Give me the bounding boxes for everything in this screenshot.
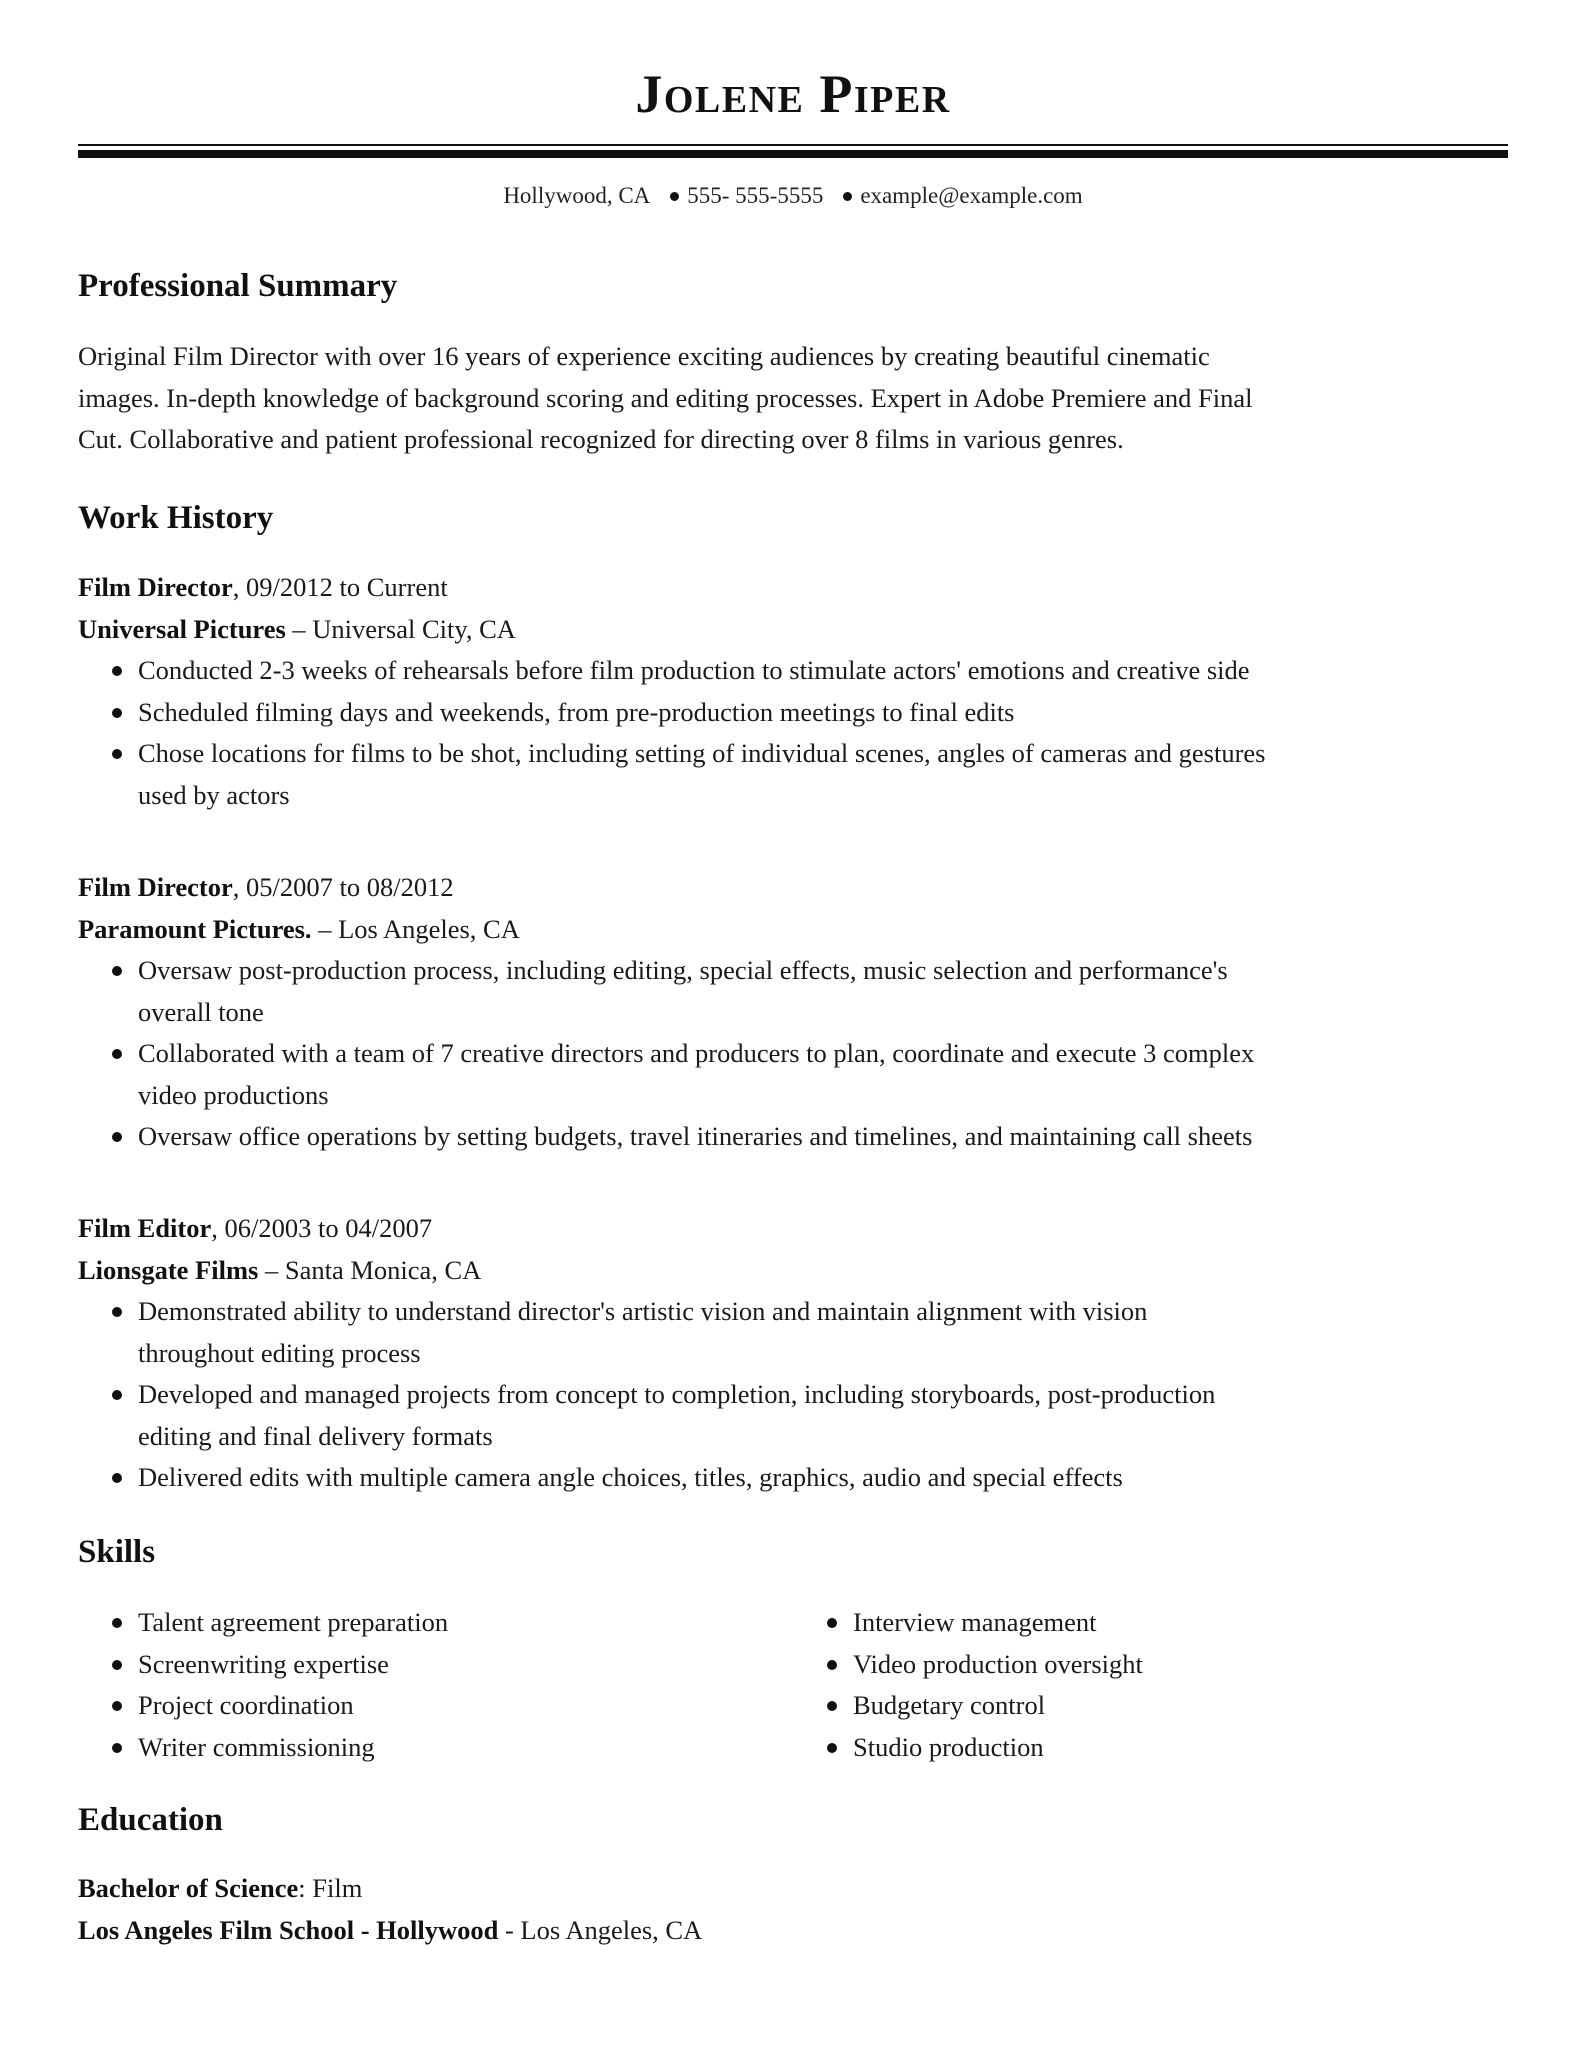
- bullet-text: Demonstrated ability to understand director's artistic vision and maintain alignment with vision: [138, 1296, 1148, 1326]
- skill-text: Interview management: [853, 1607, 1097, 1637]
- bullet-dot-icon: [827, 1701, 837, 1711]
- skills-section: [78, 1530, 155, 1574]
- list-item: [853, 1727, 1508, 1769]
- skill-text: Project coordination: [138, 1690, 354, 1720]
- bullet-text: Oversaw office operations by setting budgets, travel itineraries and timelines, and maintaining call sheets: [138, 1121, 1253, 1151]
- school-line: [78, 1910, 1508, 1952]
- contact-phone: 555- 555-5555: [687, 183, 824, 208]
- bullet-dot-icon: [112, 1743, 122, 1753]
- bullet-dot-icon: [843, 192, 852, 201]
- bullet-dot-icon: [112, 1390, 122, 1400]
- bullet-text: Scheduled filming days and weekends, from pre-production meetings to final edits: [138, 696, 1015, 727]
- skills-list: [793, 1602, 1508, 1768]
- bullet-dot-icon: [112, 1618, 122, 1628]
- summary-body: [78, 336, 1508, 461]
- school: Los Angeles Film School - Hollywood: [78, 1914, 499, 1945]
- summary-title: Professional Summary: [78, 268, 398, 304]
- bullet-text: Collaborated with a team of 7 creative directors and producers to plan, coordinate and execute 3 complex: [138, 1038, 1255, 1068]
- bullet-dot-icon: [827, 1618, 837, 1628]
- list-item: [138, 1602, 793, 1644]
- bullet-text: Chose locations for films to be shot, including setting of individual scenes, angles of cameras and gestures: [138, 738, 1266, 768]
- skill-text: Video production oversight: [853, 1648, 1143, 1679]
- list-item: [138, 1374, 1508, 1457]
- job-role: Film Director: [78, 872, 233, 902]
- skill-text: Studio production: [853, 1731, 1044, 1762]
- job-company-line: [78, 609, 1508, 651]
- degree-field: : Film: [298, 1873, 363, 1903]
- summary-line: images. In-depth knowledge of background scoring and editing processes. Expert in Adobe Premiere and Final: [78, 382, 1253, 413]
- skills-list: [78, 1602, 793, 1768]
- list-item: [138, 1727, 793, 1769]
- list-item: [138, 1116, 1508, 1158]
- bullet-dot-icon: [112, 1473, 122, 1483]
- job-location: – Santa Monica, CA: [258, 1254, 482, 1285]
- job-title-line: [78, 867, 1508, 909]
- bullet-dot-icon: [112, 708, 122, 718]
- bullet-text-continued: editing and final delivery formats: [138, 1420, 493, 1451]
- bullet-text: Oversaw post-production process, including editing, special effects, music selection and performance's: [138, 955, 1228, 985]
- job-bullets: [78, 650, 1508, 816]
- job-company: Paramount Pictures.: [78, 913, 312, 944]
- bullet-dot-icon: [112, 1701, 122, 1711]
- contact-location: Hollywood, CA: [503, 183, 651, 208]
- list-item: [138, 733, 1508, 816]
- bullet-dot-icon: [827, 1743, 837, 1753]
- list-item: [138, 950, 1508, 1033]
- job-company-line: [78, 1250, 1508, 1292]
- bullet-text: Developed and managed projects from concept to completion, including storyboards, post-production: [138, 1379, 1216, 1409]
- summary-section: [78, 264, 397, 308]
- bullet-dot-icon: [112, 1307, 122, 1317]
- summary-line: Original Film Director with over 16 years of experience exciting audiences by creating beautiful cinematic: [78, 341, 1210, 371]
- list-item: [853, 1644, 1508, 1686]
- header-rule-thick: [78, 150, 1508, 158]
- job-entry: [78, 1208, 1508, 1499]
- bullet-dot-icon: [112, 1132, 122, 1142]
- summary-line: Cut. Collaborative and patient professional recognized for directing over 8 films in various genres.: [78, 424, 1124, 454]
- header-rule-thin: [78, 144, 1508, 146]
- education-section: [78, 1798, 223, 1842]
- resume-page: [78, 0, 1508, 1945]
- list-item: [138, 1644, 793, 1686]
- list-item: [853, 1685, 1508, 1727]
- list-item: [138, 650, 1508, 692]
- job-location: – Universal City, CA: [285, 613, 516, 644]
- list-item: [138, 1033, 1508, 1116]
- job-bullets: [78, 1291, 1508, 1499]
- job-title-line: [78, 567, 1508, 609]
- work-history-title: Work History: [78, 500, 274, 536]
- list-item: [138, 692, 1508, 734]
- bullet-dot-icon: [112, 666, 122, 676]
- education-title: Education: [78, 1802, 223, 1838]
- skills-column-left: [78, 1602, 793, 1768]
- job-company: Lionsgate Films: [78, 1254, 259, 1285]
- bullet-dot-icon: [112, 966, 122, 976]
- candidate-name: Jolene Piper: [635, 64, 951, 124]
- skill-text: Screenwriting expertise: [138, 1648, 389, 1679]
- job-entry: [78, 867, 1508, 1158]
- job-entry: [78, 567, 1508, 816]
- job-company: Universal Pictures: [78, 613, 286, 644]
- job-dates: , 09/2012 to Current: [232, 572, 448, 602]
- bullet-text: Delivered edits with multiple camera angle choices, titles, graphics, audio and special effects: [138, 1462, 1123, 1492]
- contact-email: example@example.com: [860, 183, 1083, 208]
- job-role: Film Editor: [78, 1213, 212, 1243]
- bullet-text-continued: video productions: [138, 1079, 329, 1110]
- skills-title: Skills: [78, 1534, 156, 1570]
- job-location: – Los Angeles, CA: [311, 913, 520, 944]
- work-history-section: [78, 496, 273, 540]
- job-dates: , 05/2007 to 08/2012: [232, 872, 454, 902]
- job-role: Film Director: [78, 572, 233, 602]
- bullet-text-continued: used by actors: [138, 779, 290, 810]
- skill-text: Budgetary control: [853, 1690, 1046, 1720]
- skills-grid: [78, 1602, 1508, 1768]
- skill-text: Writer commissioning: [138, 1731, 375, 1762]
- skill-text: Talent agreement preparation: [138, 1607, 449, 1637]
- list-item: [853, 1602, 1508, 1644]
- degree: Bachelor of Science: [78, 1873, 299, 1903]
- job-bullets: [78, 950, 1508, 1158]
- bullet-dot-icon: [112, 1049, 122, 1059]
- bullet-text-continued: throughout editing process: [138, 1337, 421, 1368]
- degree-line: [78, 1868, 1508, 1910]
- job-company-line: [78, 909, 1508, 951]
- list-item: [138, 1685, 793, 1727]
- job-dates: , 06/2003 to 04/2007: [211, 1213, 433, 1243]
- school-location: - Los Angeles, CA: [498, 1914, 703, 1945]
- bullet-dot-icon: [112, 1660, 122, 1670]
- skills-column-right: [793, 1602, 1508, 1768]
- bullet-text: Conducted 2-3 weeks of rehearsals before film production to stimulate actors' emotions and creative side: [138, 655, 1250, 685]
- list-item: [138, 1457, 1508, 1499]
- list-item: [138, 1291, 1508, 1374]
- bullet-dot-icon: [670, 192, 679, 201]
- education-entry: [78, 1868, 1508, 1951]
- bullet-dot-icon: [827, 1660, 837, 1670]
- job-title-line: [78, 1208, 1508, 1250]
- bullet-dot-icon: [112, 749, 122, 759]
- contact-line: [78, 178, 1508, 214]
- bullet-text-continued: overall tone: [138, 996, 264, 1027]
